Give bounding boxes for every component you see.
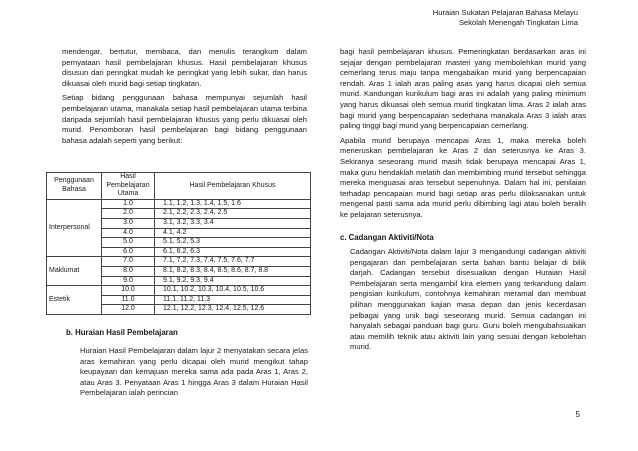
section-c-text: Cadangan Aktiviti/Nota dalam lajur 3 mengandungi cadangan aktiviti pengajaran dan pembelajaran serta bahan bantu belajar di bilik darjah. Cadangan tersebut disesuaikan dengan Huraian Hasil Pembelajaran serta mengambil kira elemen yang terkandung dalam pengisian kurikulum, contohnya kemahiran meramal dan membuat pilihan menggunakan kajian masa depan dan jenis kecerdasan pelbagai yang unik bagi seseorang murid. Semua cadangan ini hanyalah sebagai panduan bagi guru. Guru boleh mengubahsuaikan atau memilih teknik atau aktiviti lain yang sesuai dengan kebolehan murid. — [350, 247, 586, 352]
outcome-list: 9.1, 9.2, 9.3, 9.4 — [155, 276, 311, 286]
outcome-number: 8.0 — [102, 266, 155, 276]
area-cell: Estetik — [47, 286, 102, 315]
outcome-list: 5.1, 5.2, 5.3 — [155, 238, 311, 248]
section-b-text: Huraian Hasil Pembelajaran dalam lajur 2 menyatakan secara jelas aras kemahiran yang perlu dicapai oleh murid mengikut tahap keupayaan dan kemajuan mereka sama ada pada Aras 1, Aras 2, atau Aras 3. Penyataan Aras 1 hingga Aras 3 dalam Huraian Hasil Pembelajaran ialah perincian — [80, 346, 308, 398]
outcome-number: 7.0 — [102, 257, 155, 267]
section-b-heading: b. Huraian Hasil Pembelajaran — [66, 328, 178, 337]
table-row — [47, 286, 311, 296]
right-column-text — [340, 47, 586, 225]
outcome-number: 5.0 — [102, 238, 155, 248]
learning-outcomes-table — [46, 172, 311, 315]
outcome-list: 3.1, 3.2, 3.3, 3.4 — [155, 218, 311, 228]
table-header-row — [47, 173, 311, 200]
paragraph: mendengar, bertutur, membaca, dan menulis terangkum dalam pernyataan hasil pembelajaran khusus. Hasil pembelajaran khusus disusun dari peringkat mudah ke peringkat yang lebih sukar, dan harus dikuasai oleh murid bagi setiap tingkatan. — [62, 47, 307, 88]
paragraph: Apabila murid berupaya mencapai Aras 1, maka mereka boleh meneruskan pembelajaran ke Aras 2 dan seterusnya ke Aras 3. Sekiranya seseorang murid masih tidak berupaya mencapai Aras 1, maka guru hendaklah melatih dan membimbing murid tersebut sehingga mereka menguasai aras tersebut sepenuhnya. Dalam hal ini, penilaian terhadap pencapaian murid bagi setiap aras perlu dilaksanakan untuk mengenal pasti sama ada murid perlu dibimbing lagi atau boleh beralih ke pelajaran seterusnya. — [340, 135, 586, 219]
page-number: 5 — [575, 410, 580, 419]
header-line-2: Sekolah Menengah Tingkatan Lima — [458, 18, 578, 27]
area-cell: Maklumat — [47, 257, 102, 286]
outcome-number: 10.0 — [102, 286, 155, 296]
outcome-number: 12.0 — [102, 305, 155, 315]
outcome-number: 2.0 — [102, 209, 155, 219]
section-c-heading: c. Cadangan Aktiviti/Nota — [340, 233, 434, 242]
header-line-1: Huraian Sukatan Pelajaran Bahasa Melayu — [432, 8, 578, 17]
outcome-list: 6.1, 6.2, 6.3 — [155, 247, 311, 257]
outcome-list: 1.1, 1.2, 1.3, 1.4, 1.5, 1.6 — [155, 199, 311, 209]
outcome-number: 1.0 — [102, 199, 155, 209]
table-row — [47, 257, 311, 267]
running-header — [433, 8, 578, 28]
paragraph: bagi hasil pembelajaran khusus. Pemeringkatan berdasarkan aras ini sejajar dengan pembelajaran masteri yang membolehkan murid yang cemerlang terus maju tanpa mengabaikan murid yang berpencapaian rendah. Aras 1 ialah aras paling asas yang harus dicapai oleh semua murid. Kandungan kurikulum bagi aras ini adalah yang paling minimum yang harus dikuasai oleh semua murid tingkatan lima. Aras 2 ialah aras bagi murid yang berpencapaian sederhana manakala Aras 3 ialah aras paling tinggi bagi murid yang berpencapaian cemerlang. — [340, 47, 586, 131]
outcome-list: 8.1, 8.2, 8.3, 8.4, 8.5, 8.6, 8.7, 8.8 — [155, 266, 311, 276]
outcome-list: 7.1, 7.2, 7.3, 7.4, 7.5, 7.6, 7.7 — [155, 257, 311, 267]
paragraph: Setiap bidang penggunaan bahasa mempunyai sejumlah hasil pembelajaran utama, manakala setiap hasil pembelajaran utama terbina daripada sejumlah hasil pembelajaran khusus yang perlu dikuasai oleh murid. Penomboran hasil pembelajaran bagi bidang penggunaan bahasa adalah seperti yang berikut: — [62, 93, 307, 145]
outcome-list: 2.1, 2.2, 2.3, 2.4, 2.5 — [155, 209, 311, 219]
column-header: Hasil Pembelajaran Khusus — [155, 173, 311, 200]
outcome-number: 3.0 — [102, 218, 155, 228]
column-header: Penggunaan Bahasa — [47, 173, 102, 200]
outcome-list: 4.1, 4.2 — [155, 228, 311, 238]
outcome-list: 12.1, 12.2, 12.3, 12.4, 12.5, 12.6 — [155, 305, 311, 315]
outcome-number: 11.0 — [102, 295, 155, 305]
outcome-list: 11.1, 11.2, 11.3 — [155, 295, 311, 305]
table-row — [47, 199, 311, 209]
left-column-intro — [62, 47, 307, 150]
outcome-number: 4.0 — [102, 228, 155, 238]
outcome-number: 9.0 — [102, 276, 155, 286]
outcome-number: 6.0 — [102, 247, 155, 257]
column-header: Hasil Pembelajaran Utama — [102, 173, 155, 200]
outcome-list: 10.1, 10.2, 10.3, 10.4, 10.5, 10.6 — [155, 286, 311, 296]
area-cell: Interpersonal — [47, 199, 102, 257]
